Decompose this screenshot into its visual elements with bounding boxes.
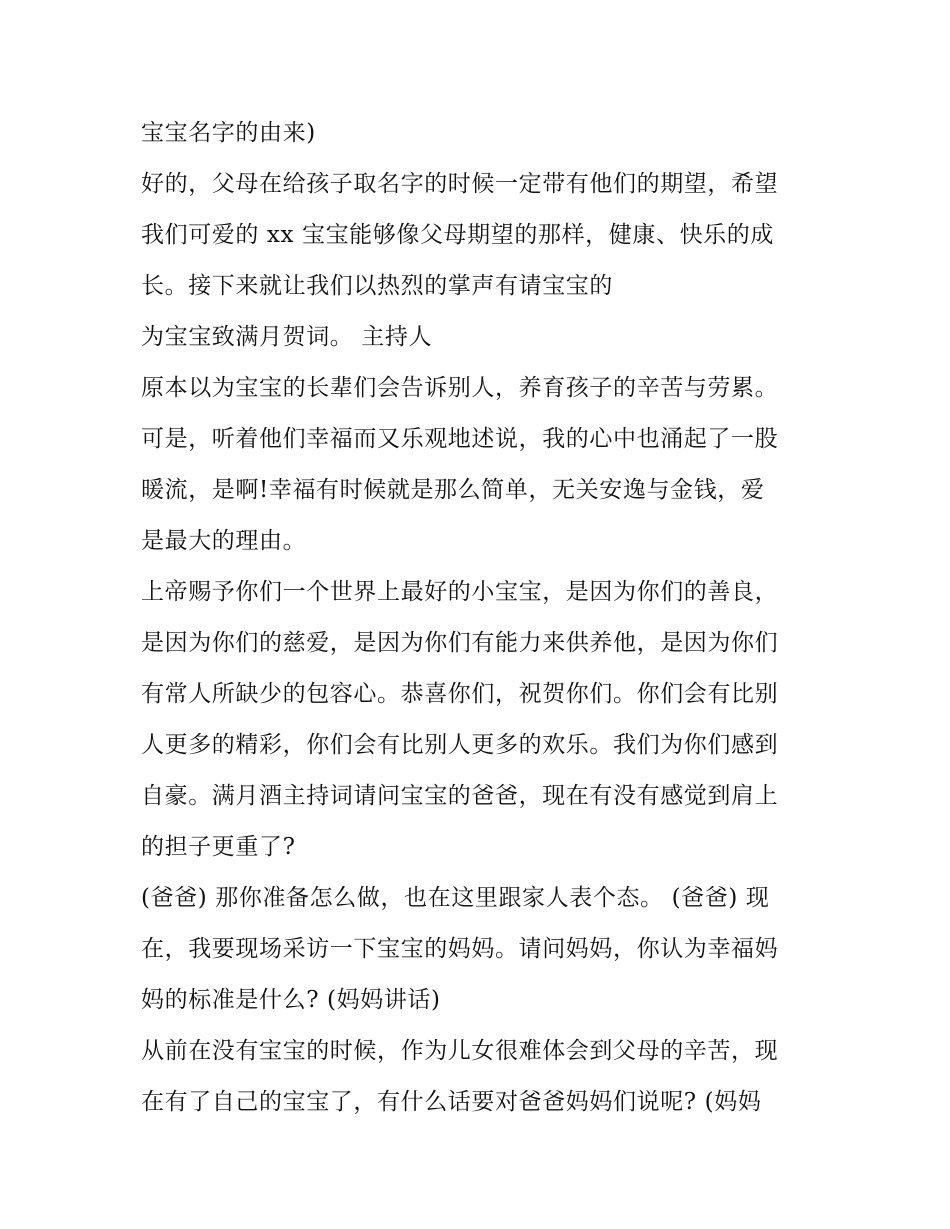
text-line: 自豪。满月酒主持词请问宝宝的爸爸，现在有没有感觉到肩上: [141, 783, 779, 809]
text-line: 上帝赐予你们一个世界上最好的小宝宝，是因为你们的善良，: [141, 579, 779, 605]
text-line: 原本以为宝宝的长辈们会告诉别人，养育孩子的辛苦与劳累。: [141, 375, 779, 401]
text-line: 的担子更重了?: [141, 834, 296, 860]
text-line: 是因为你们的慈爱，是因为你们有能力来供养他，是因为你们: [141, 630, 779, 656]
text-line: 暖流，是啊!幸福有时候就是那么简单，无关安逸与金钱，爱: [141, 477, 765, 503]
text-line: 为宝宝致满月贺词。 主持人: [141, 324, 433, 350]
text-line: 长。接下来就让我们以热烈的掌声有请宝宝的: [141, 273, 613, 299]
text-line: 好的，父母在给孩子取名字的时候一定带有他们的期望，希望: [141, 171, 779, 197]
text-line: 可是，听着他们幸福而又乐观地述说，我的心中也涌起了一股: [141, 426, 779, 452]
text-line: 是最大的理由。: [141, 528, 307, 554]
text-line: 从前在没有宝宝的时候，作为儿女很难体会到父母的辛苦，现: [141, 1038, 779, 1064]
text-line: 宝宝名字的由来): [141, 120, 316, 146]
text-line: 有常人所缺少的包容心。恭喜你们，祝贺你们。你们会有比别: [141, 681, 779, 707]
text-line: 人更多的精彩，你们会有比别人更多的欢乐。我们为你们感到: [141, 732, 779, 758]
text-line: (爸爸) 那你准备怎么做，也在这里跟家人表个态。 (爸爸) 现: [141, 885, 770, 911]
text-line: 在有了自己的宝宝了，有什么话要对爸爸妈妈们说呢? (妈妈: [141, 1089, 762, 1115]
text-line: 在，我要现场采访一下宝宝的妈妈。请问妈妈，你认为幸福妈: [141, 936, 779, 962]
text-line: 妈的标准是什么? (妈妈讲话): [141, 987, 441, 1013]
text-line: 我们可爱的 xx 宝宝能够像父母期望的那样，健康、快乐的成: [141, 222, 774, 248]
document-body: [141, 108, 813, 1128]
